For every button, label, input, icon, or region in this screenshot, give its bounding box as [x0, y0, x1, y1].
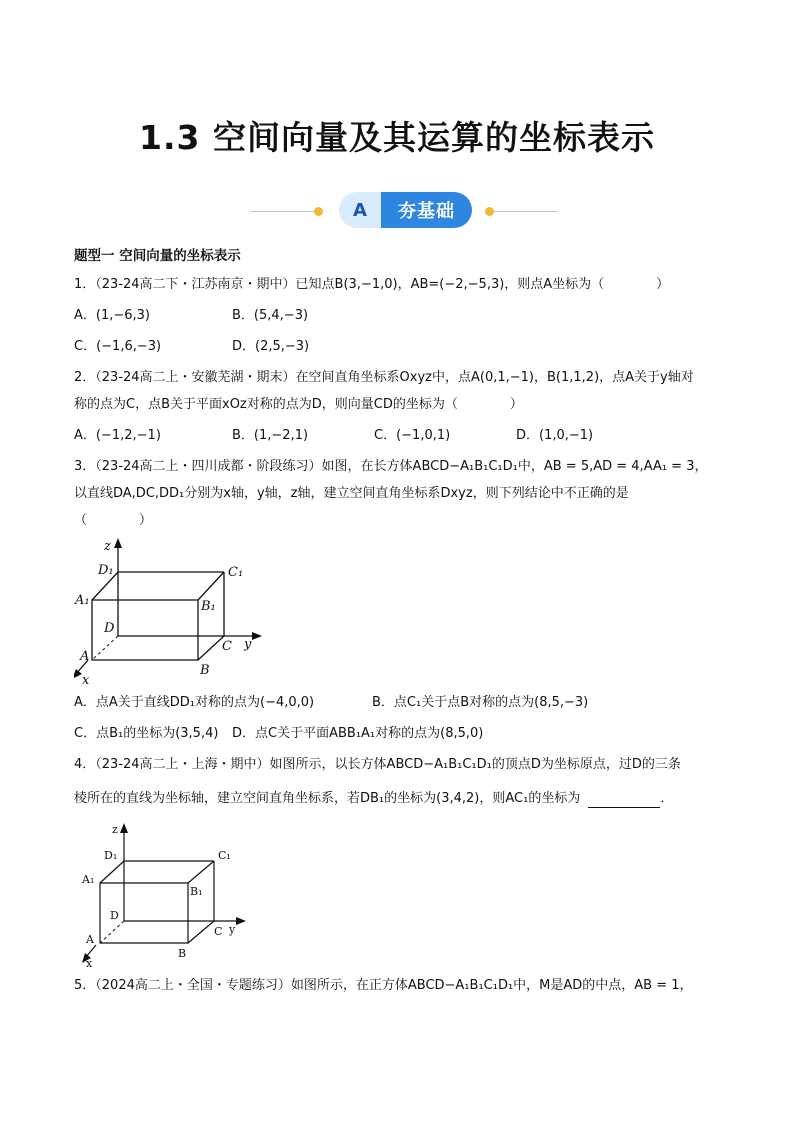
- q4-label-d1: D₁: [104, 849, 118, 862]
- q4-stem-line2: 棱所在的直线为坐标轴，建立空间直角坐标系，若DB₁的坐标为(3,4,2)，则AC₁的坐标为: [74, 791, 581, 806]
- q4-edge-b1c1: [188, 861, 214, 883]
- q4-stem-end: ．: [660, 791, 674, 806]
- q3-option-c: C．点B₁的坐标为(3,5,4): [74, 726, 219, 741]
- decor-line-left: [250, 211, 314, 212]
- q1-option-b: B．(5,4,−3): [232, 308, 309, 323]
- q1-stem: 1．（23-24高二下・江苏南京・期中）已知点B(3,−1,0)，AB=(−2,−5,3)，则点A坐标为（ ）: [74, 277, 670, 292]
- q4-label-a1: A₁: [82, 873, 95, 886]
- q3-label-x: x: [82, 673, 90, 686]
- page-title: 1.3 空间向量及其运算的坐标表示: [139, 118, 655, 157]
- decor-dot-left: [314, 207, 323, 216]
- q4-y-arrow: [236, 917, 246, 925]
- badge-letter: A: [339, 192, 381, 228]
- q3-edge-da: [92, 636, 118, 660]
- q4-label-c1: C₁: [218, 849, 231, 862]
- q3-z-arrow: [114, 538, 122, 548]
- q4-label-y: y: [229, 923, 236, 936]
- q1-options-row1: [74, 307, 724, 325]
- q4-label-z: z: [112, 823, 118, 836]
- q3-option-b: B．点C₁关于点B对称的点为(8,5,−3): [372, 695, 589, 710]
- q2-options: [74, 427, 724, 445]
- q4-label-x: x: [86, 957, 93, 969]
- q4-stem-line2-row: [74, 790, 724, 808]
- q3-edge-b1c1: [198, 572, 224, 600]
- level-badge: [339, 192, 472, 228]
- q4-answer-blank: [588, 793, 660, 808]
- q2-stem-line1: 2．（23-24高二上・安徽芜湖・期末）在空间直角坐标系Oxyz中，点A(0,1,−1)，B(1,1,2)，点A关于y轴对: [74, 370, 694, 385]
- badge-label: 夯基础: [381, 192, 472, 228]
- q3-label-y: y: [244, 637, 252, 652]
- q1-option-c: C．(−1,6,−3): [74, 339, 162, 354]
- section-heading: 题型一 空间向量的坐标表示: [74, 248, 241, 264]
- q2-option-d: D．(1,0,−1): [516, 428, 594, 443]
- q1-option-d: D．(2,5,−3): [232, 339, 310, 354]
- q3-label-a1: A₁: [75, 593, 90, 608]
- q3-label-c1: C₁: [228, 565, 244, 580]
- q5-stem-line1: 5．（2024高二上・全国・专题练习）如图所示，在正方体ABCD−A₁B₁C₁D₁中，M是AD的中点，AB = 1，: [74, 978, 693, 993]
- q2-option-a: A．(−1,2,−1): [74, 428, 161, 443]
- q3-label-c: C: [222, 639, 232, 654]
- q3-y-arrow: [252, 632, 262, 640]
- q4-stem-line1: 4．（23-24高二上・上海・期中）如图所示，以长方体ABCD−A₁B₁C₁D₁的顶点D为坐标原点，过D的三条: [74, 757, 681, 772]
- q2-stem-line2: 称的点为C，点B关于平面xOz对称的点为D，则向量CD的坐标为（ ）: [74, 397, 523, 412]
- section-badge-row: [0, 190, 794, 230]
- q3-stem-line2: 以直线DA,DC,DD₁分别为x轴，y轴，z轴，建立空间直角坐标系Dxyz，则下列结论中不正确的是: [74, 486, 629, 501]
- q3-option-d: D．点C关于平面ABB₁A₁对称的点为(8,5,0): [232, 726, 484, 741]
- q4-edge-bc: [188, 921, 214, 943]
- q3-stem-line1: 3．（23-24高二上・四川成都・阶段练习）如图，在长方体ABCD−A₁B₁C₁D₁中，AB = 5,AD = 4,AA₁ = 3，: [74, 459, 708, 474]
- q4-label-d: D: [110, 909, 119, 922]
- q1-options-row2: [74, 338, 724, 356]
- q2-option-b: B．(1,−2,1): [232, 428, 309, 443]
- q3-stem-line3: （ ）: [74, 513, 153, 528]
- decor-dot-right: [485, 207, 494, 216]
- q4-label-a: A: [86, 933, 94, 946]
- q3-label-d: D: [104, 621, 115, 636]
- q4-cuboid-figure: [74, 821, 264, 969]
- q4-label-b1: B₁: [190, 885, 203, 898]
- q3-options-row1: [74, 694, 724, 712]
- q3-x-arrow: [74, 669, 82, 679]
- q2-option-c: C．(−1,0,1): [374, 428, 451, 443]
- q3-label-b: B: [200, 663, 210, 678]
- q3-label-b1: B₁: [201, 599, 216, 614]
- q4-edge-a1d1: [100, 861, 124, 883]
- q4-label-c: C: [214, 925, 223, 938]
- q4-label-b: B: [178, 947, 187, 960]
- q3-edge-bc: [198, 636, 224, 660]
- decor-line-right: [494, 211, 558, 212]
- q3-option-a: A．点A关于直线DD₁对称的点为(−4,0,0): [74, 695, 315, 710]
- q1-option-a: A．(1,−6,3): [74, 308, 151, 323]
- q4-edge-da: [100, 921, 124, 943]
- q3-cuboid-figure: [74, 536, 264, 686]
- q3-label-d1: D₁: [98, 563, 114, 578]
- question-list: [74, 244, 724, 1008]
- q3-options-row2: [74, 725, 724, 743]
- q3-label-a: A: [80, 649, 90, 664]
- q3-label-z: z: [104, 539, 111, 554]
- q4-z-arrow: [120, 823, 128, 833]
